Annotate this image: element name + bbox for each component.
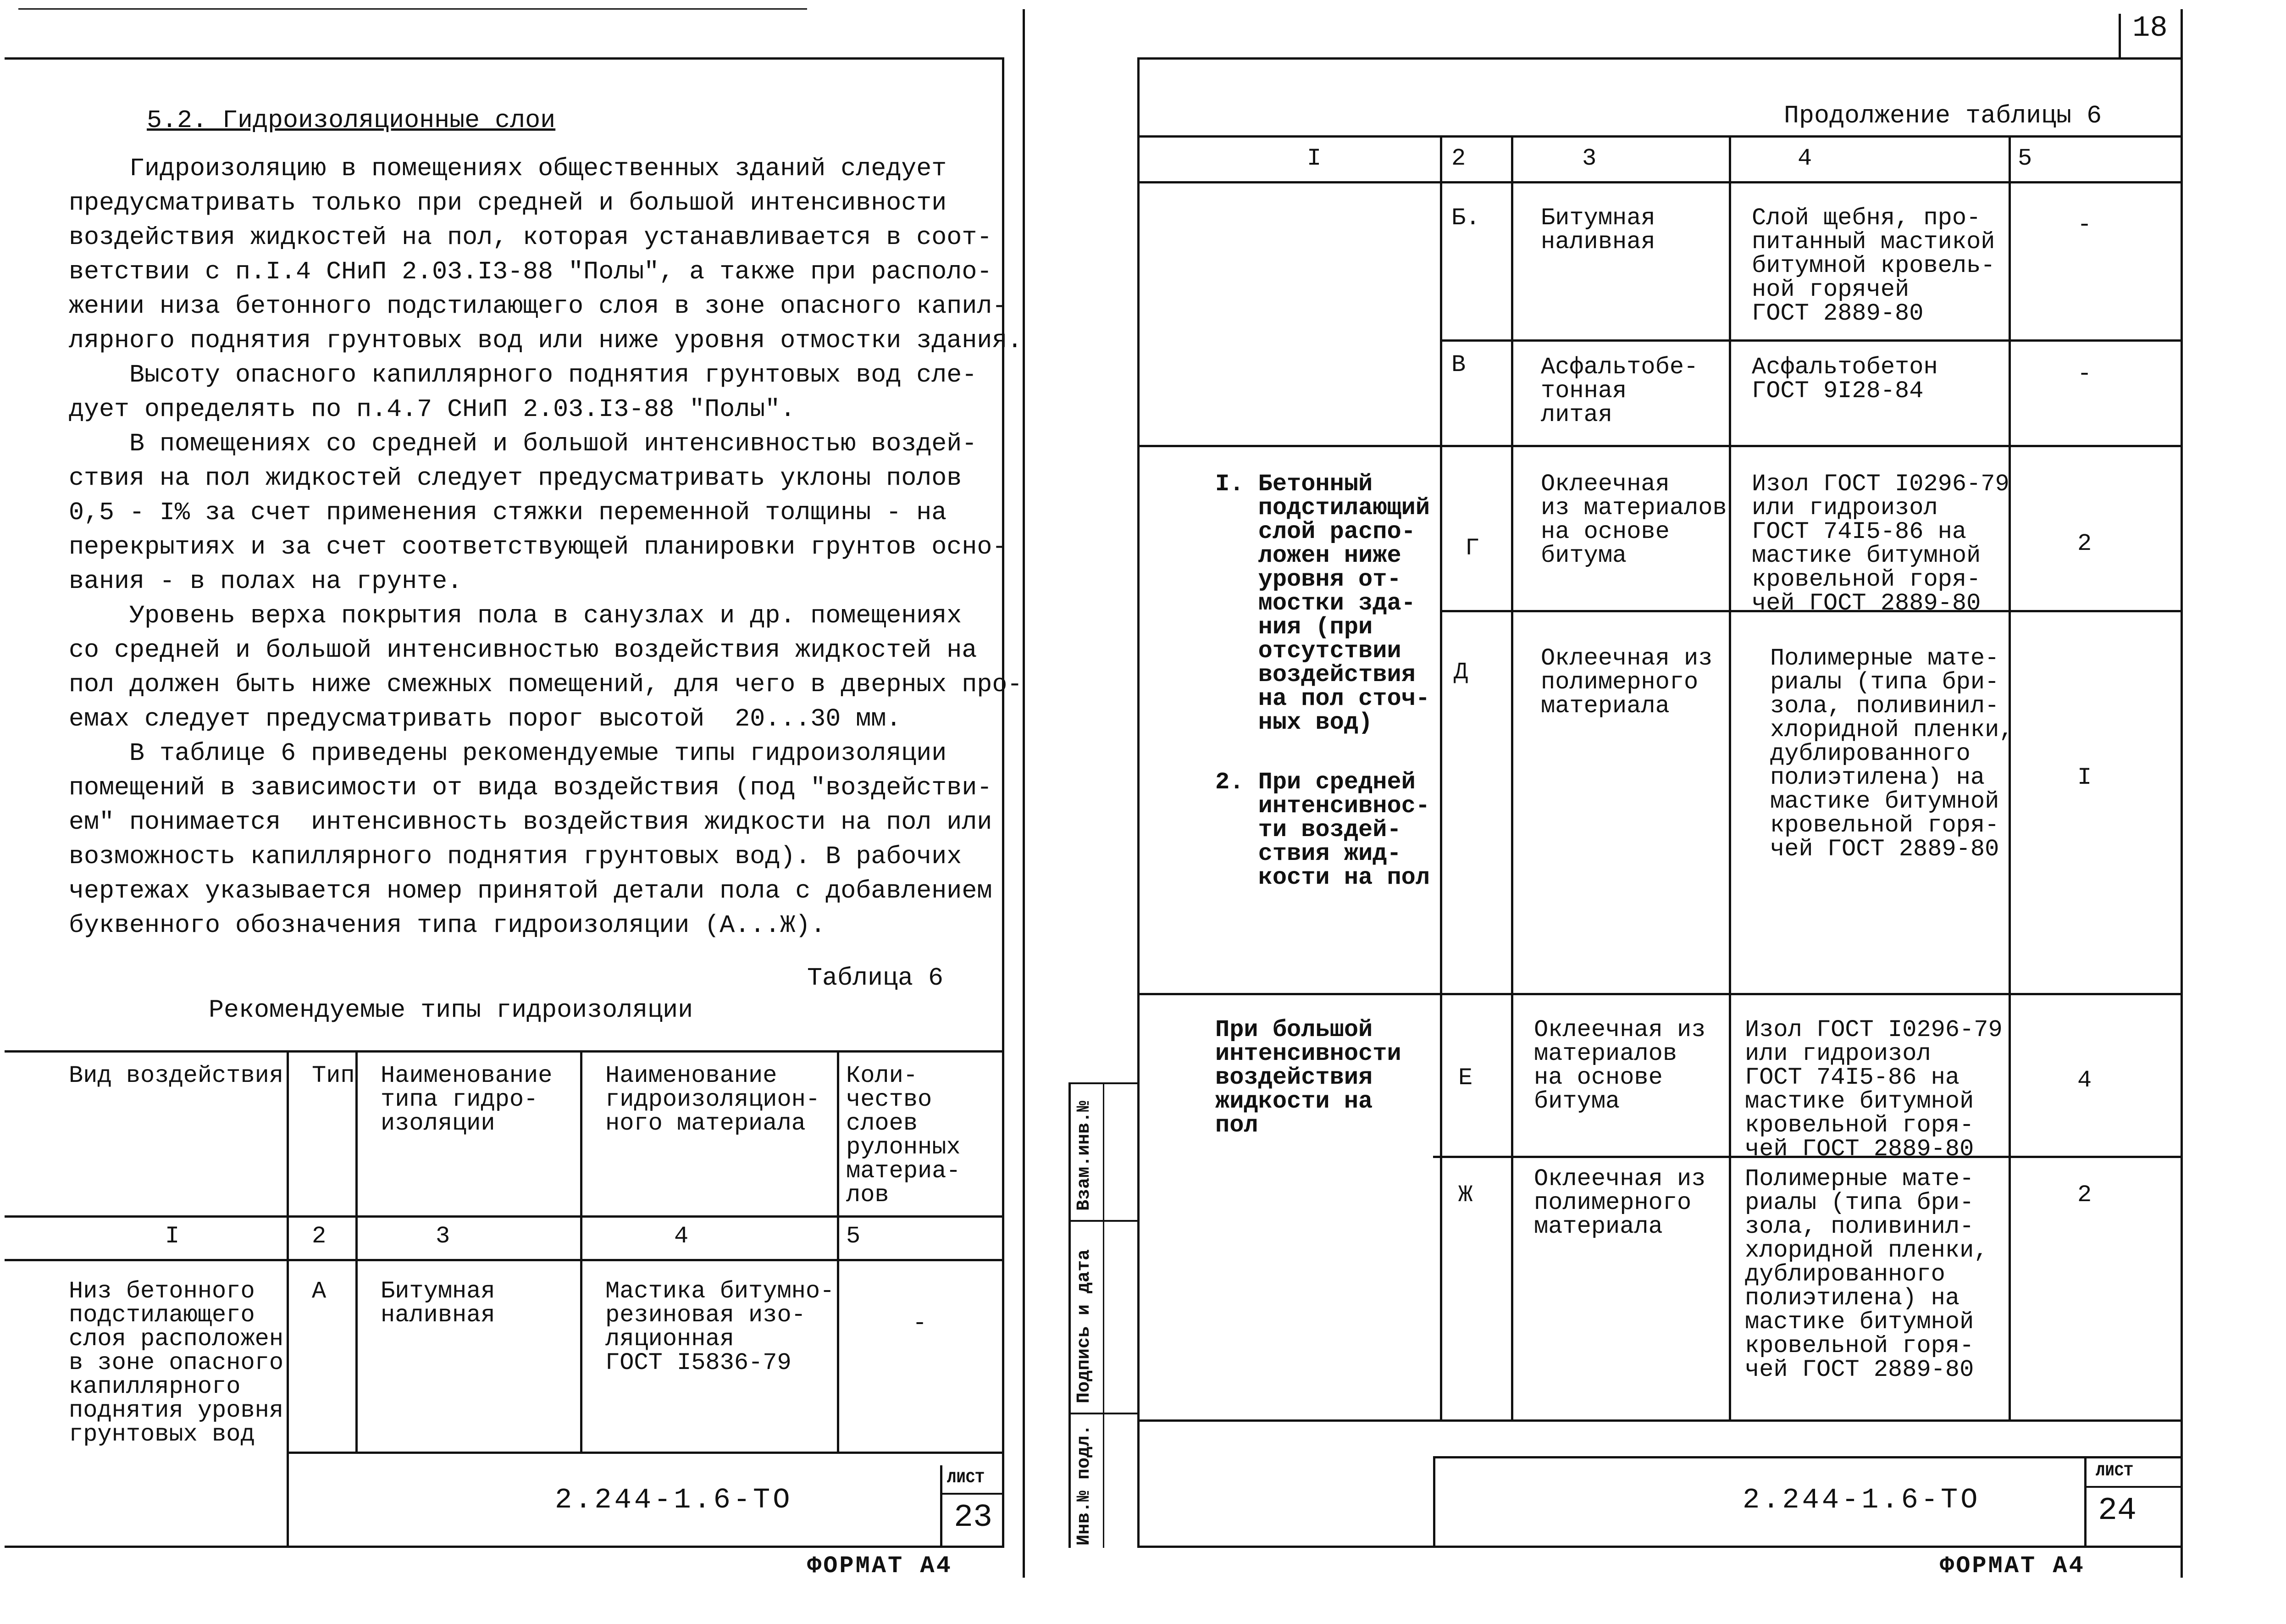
rt-sheet-number: 24 <box>2098 1493 2137 1529</box>
sheet-label: ЛИСТ <box>947 1470 985 1487</box>
body-line: со средней и большой интенсивностью воздействия жидкостей на <box>69 636 977 665</box>
top-rule-left <box>18 8 807 10</box>
rt-col-number-4: 4 <box>1798 145 1812 172</box>
body-line: В помещениях со средней и большой интенсивностью воздей- <box>69 429 977 458</box>
table-col-sep-2 <box>355 1050 358 1454</box>
col-number-1: I <box>165 1223 180 1250</box>
body-line: предусматривать только при средней и большой интенсивности <box>69 188 947 217</box>
header-name: Наименование типа гидро- изоляции <box>381 1062 553 1137</box>
rt-stamp-sheet-line <box>2084 1486 2183 1488</box>
rt-stamp-sheet-sep <box>2084 1456 2087 1548</box>
body-line: ствия на пол жидкостей следует предусматривать уклоны полов <box>69 464 962 493</box>
rt-row-e-material: Изол ГОСТ I0296-79 или гидроизол ГОСТ 74I5-86 на мастике битумной кровельной горя- чей ГОСТ 2889-80 <box>1745 1016 2003 1163</box>
rt-row-zh-layers: 2 <box>2077 1181 2092 1208</box>
rt-row-d-type: Д <box>1454 659 1468 686</box>
rt-row-e-layers: 4 <box>2077 1067 2092 1094</box>
rt-format-label: ФОРМАТ А4 <box>1940 1552 2085 1580</box>
body-line: В таблице 6 приведены рекомендуемые типы гидроизоляции <box>69 739 947 768</box>
rt-row-b-type: Б. <box>1451 205 1480 232</box>
body-line: ем" понимается интенсивность воздействия жидкости на пол или <box>69 808 992 837</box>
rt-row-d-layers: I <box>2077 764 2092 791</box>
col-number-2: 2 <box>312 1223 327 1250</box>
col-number-3: 3 <box>436 1223 450 1250</box>
format-label: ФОРМАТ А4 <box>807 1552 952 1580</box>
body-line: жении низа бетонного подстилающего слоя в зоне опасного капил- <box>69 292 1007 321</box>
rt-group-bottom <box>1137 993 2183 995</box>
body-line: помещений в зависимости от вида воздействия (под "воздействи- <box>69 773 992 802</box>
col-number-4: 4 <box>674 1223 689 1250</box>
rt-col-number-1: I <box>1307 145 1322 172</box>
table-col-sep-1 <box>287 1050 289 1454</box>
row-name: Битумная наливная <box>381 1278 495 1329</box>
body-line: возможность капиллярного поднятия грунтовых вод). В рабочих <box>69 842 962 871</box>
body-line: 0,5 - I% за счет применения стяжки переменной толщины - на <box>69 498 947 527</box>
row-material: Мастика битумно- резиновая изо- ляционная ГОСТ I5836-79 <box>605 1278 835 1376</box>
rt-col-number-3: 3 <box>1582 145 1597 172</box>
rt-row-v-bottom <box>1137 445 2183 447</box>
rt-impact-1: I. Бетонный подстилающий слой распо- ложен ниже уровня от- мостки зда- ния (при отсутствии воздействия на пол сточ- ных вод) <box>1215 471 1430 736</box>
rt-header-bottom <box>1137 181 2183 183</box>
rt-col-sep-3 <box>1729 135 1731 1419</box>
header-material: Наименование гидроизоляцион- ного материала <box>605 1062 820 1137</box>
header-impact: Вид воздействия <box>69 1062 284 1089</box>
section-title: 5.2. Гидроизоляционные слои <box>147 106 556 135</box>
rt-row-g-name: Оклеечная из материалов на основе битума <box>1541 471 1727 569</box>
body-line: Высоту опасного капиллярного поднятия грунтовых вод сле- <box>69 360 977 389</box>
body-line: лярного поднятия грунтовых вод или ниже уровня отмостки здания. <box>69 326 1023 355</box>
rt-row-e-name: Оклеечная из материалов на основе битума <box>1534 1016 1706 1115</box>
header-layers: Коли- чество слоев рулонных материа- лов <box>846 1062 961 1208</box>
corner-page-number: 18 <box>2132 12 2168 45</box>
rt-row-b-material: Слой щебня, про- питанный мастикой битумной кровель- ной горячей ГОСТ 2889-80 <box>1752 205 1995 327</box>
rt-row-zh-material: Полимерные мате- риалы (типа бри- зола, поливинил- хлоридной пленки, дублированного полиэтилена) на мастике битумной кровельной горя- чей ГОСТ 2889-80 <box>1745 1165 1988 1383</box>
table-caption: Рекомендуемые типы гидроизоляции <box>209 996 693 1025</box>
body-line: вания - в полах на грунте. <box>69 567 463 596</box>
body-line: Уровень верха покрытия пола в санузлах и др. помещениях <box>69 601 962 630</box>
rt-row-v-name: Асфальтобе- тонная литая <box>1541 354 1699 428</box>
rt-stamp-top <box>1433 1456 2183 1458</box>
body-line: емах следует предусматривать порог высотой 20...30 мм. <box>69 704 902 733</box>
stamp-sheet-sep <box>940 1465 942 1548</box>
table-row-bottom <box>287 1452 1002 1454</box>
side-strip-edge <box>1068 1082 1071 1548</box>
corner-box-line <box>2119 14 2121 57</box>
rt-row-d-name: Оклеечная из полимерного материала <box>1541 645 1713 720</box>
table-col-sep-4 <box>837 1050 839 1454</box>
stamp-code: 2.244-1.6-ТО <box>555 1484 793 1516</box>
body-line: буквенного обозначения типа гидроизоляции (А...Ж). <box>69 911 826 940</box>
rt-row-v-material: Асфальтобетон ГОСТ 9I28-84 <box>1752 354 1938 405</box>
body-line: дует определять по п.4.7 СНиП 2.03.I3-88 "Полы". <box>69 395 796 424</box>
rt-col-sep-1 <box>1440 135 1442 1419</box>
body-line: воздействия жидкостей на пол, которая устанавливается в соот- <box>69 223 992 252</box>
stamp-sheet-line <box>940 1493 1002 1495</box>
rt-impact-3: При большой интенсивности воздействия жидкости на пол <box>1215 1016 1401 1139</box>
rt-col-number-2: 2 <box>1451 145 1466 172</box>
rt-row-b-name: Битумная наливная <box>1541 205 1655 255</box>
row-layers: - <box>913 1310 927 1337</box>
rt-row-g-layers: 2 <box>2077 530 2092 557</box>
side-label-zam: Взам.инв.№ <box>1074 1100 1095 1211</box>
body-line: перекрытиях и за счет соответствующей планировки грунтов осно- <box>69 532 1007 561</box>
rt-stamp-left-edge <box>1433 1456 1435 1548</box>
rt-row-v-type: В <box>1451 351 1466 378</box>
table-label: Таблица 6 <box>807 964 944 992</box>
table-numbers-bottom <box>5 1259 1002 1261</box>
stamp-left-edge <box>287 1452 289 1548</box>
side-label-sign: Подпись и дата <box>1074 1249 1095 1403</box>
rt-row-zh-type: Ж <box>1458 1181 1473 1208</box>
rt-row-g-type: Г <box>1465 535 1480 562</box>
rt-header-top <box>1137 135 2183 138</box>
rt-row-v-layers: - <box>2077 360 2092 388</box>
rt-row-b-layers: - <box>2077 211 2092 238</box>
right-edge-line <box>2181 9 2183 1578</box>
rt-row-e-type: Е <box>1458 1064 1473 1092</box>
side-strip-mid <box>1103 1082 1104 1548</box>
side-label-inv: Инв.№ подл. <box>1074 1424 1095 1546</box>
header-type: Тип <box>312 1062 355 1089</box>
rt-row-zh-name: Оклеечная из полимерного материала <box>1534 1165 1706 1240</box>
center-fold-line <box>1023 9 1025 1578</box>
rt-col-number-5: 5 <box>2018 145 2032 172</box>
rt-sheet-label: ЛИСТ <box>2096 1463 2133 1480</box>
table-col-sep-3 <box>580 1050 582 1454</box>
sheet-number: 23 <box>954 1500 993 1536</box>
body-line: чертежах указывается номер принятой детали пола с добавлением <box>69 876 992 905</box>
row-type: А <box>312 1278 327 1305</box>
row-impact: Низ бетонного подстилающего слоя расположен в зоне опасного капиллярного поднятия уровня грунтовых вод <box>69 1278 284 1448</box>
table-top-line <box>5 1050 1002 1053</box>
continuation-label: Продолжение таблицы 6 <box>1784 101 2102 130</box>
body-line: ветствии с п.I.4 СНиП 2.03.I3-88 "Полы", а также при располо- <box>69 257 992 286</box>
col-number-5: 5 <box>846 1223 861 1250</box>
rt-row-d-material: Полимерные мате- риалы (типа бри- зола, поливинил- хлоридной пленки, дублированного полиэтилена) на мастике битумной кровельной горя- чей ГОСТ 2889-80 <box>1770 645 2014 863</box>
body-line: пол должен быть ниже смежных помещений, для чего в дверных про- <box>69 670 1023 699</box>
rt-row-b-bottom <box>1440 339 2183 342</box>
rt-impact-2: 2. При средней интенсивнос- ти воздей- ствия жид- кости на пол <box>1215 769 1430 891</box>
rt-row-g-material: Изол ГОСТ I0296-79 или гидроизол ГОСТ 74I5-86 на мастике битумной кровельной горя- чей ГОСТ 2889-80 <box>1752 471 2009 617</box>
rt-col-sep-2 <box>1511 135 1513 1419</box>
rt-table-bottom <box>1137 1419 2183 1422</box>
body-line: Гидроизоляцию в помещениях общественных зданий следует <box>69 154 947 183</box>
table-header-bottom <box>5 1215 1002 1218</box>
rt-stamp-code: 2.244-1.6-ТО <box>1743 1484 1981 1516</box>
